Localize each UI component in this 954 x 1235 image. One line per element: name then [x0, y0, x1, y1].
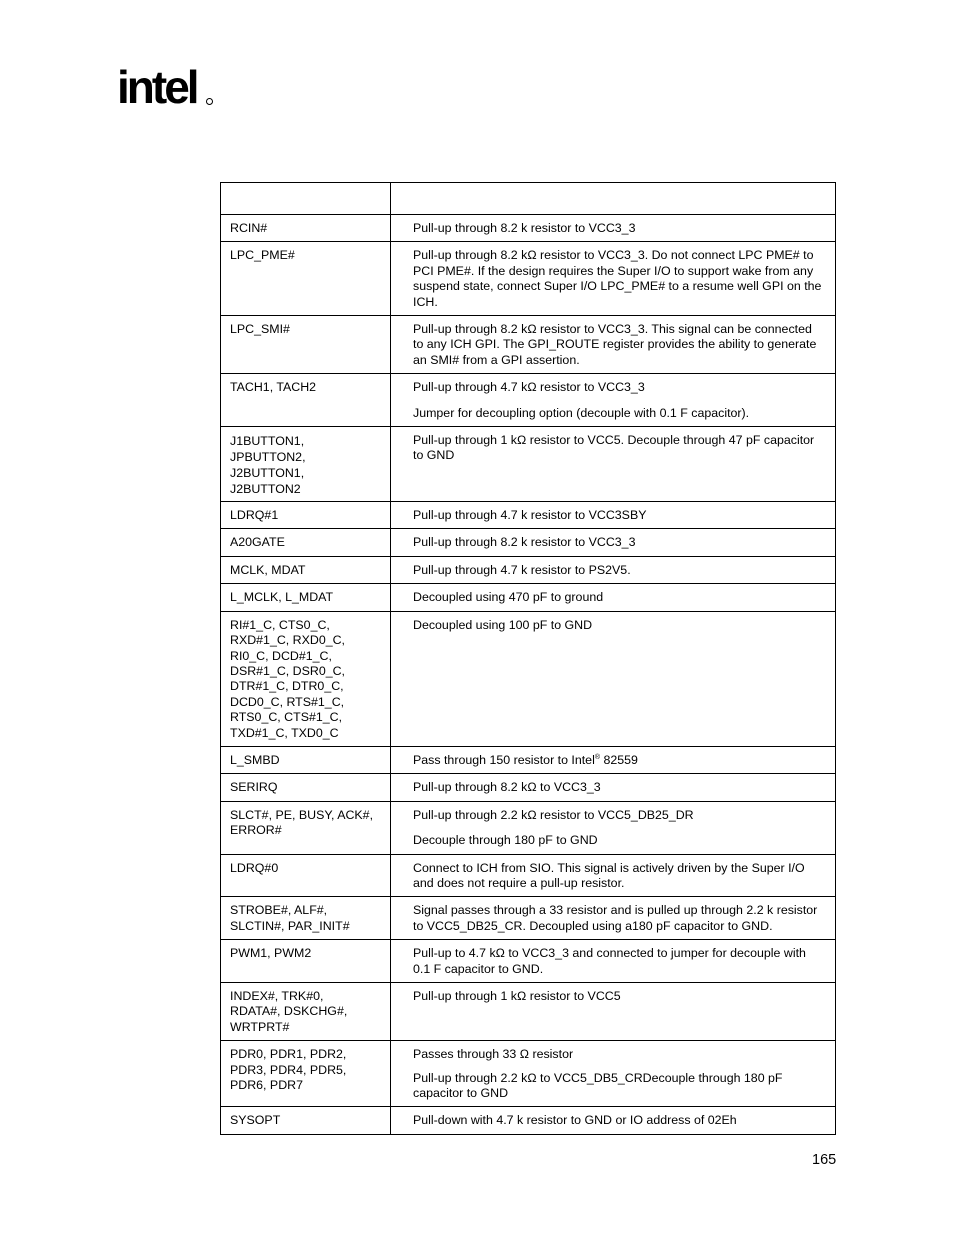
signal-cell: RCIN# — [221, 215, 391, 242]
signal-cell: A20GATE — [221, 529, 391, 556]
description-cell: Pass through 150 resistor to Intel® 82559 — [391, 746, 836, 773]
description-cell: Pull-up through 1 kΩ resistor to VCC5 — [391, 983, 836, 1041]
table-row — [221, 242, 836, 316]
table-row — [221, 854, 836, 897]
table-row — [221, 774, 836, 801]
header-cell-description — [391, 183, 836, 215]
page-number: 165 — [812, 1152, 837, 1168]
table-row — [221, 215, 836, 242]
table-row — [221, 374, 836, 427]
intel-logo-wordmark: intel — [117, 61, 197, 113]
signal-cell: SLCT#, PE, BUSY, ACK#, ERROR# — [221, 801, 391, 854]
description-cell: Pull-up through 4.7 k resistor to PS2V5. — [391, 556, 836, 583]
signal-cell: MCLK, MDAT — [221, 556, 391, 583]
description-cell: Pull-up to 4.7 kΩ to VCC3_3 and connected to jumper for decouple with 0.1 F capacitor to GND. — [391, 940, 836, 983]
table-header-row — [221, 183, 836, 215]
table-row — [221, 502, 836, 529]
description-cell: Pull-up through 8.2 kΩ resistor to VCC3_3. This signal can be connected to any ICH GPI. The GPI_ROUTE register provides the ability to generate an SMI# from a GPI assertion. — [391, 316, 836, 374]
signal-cell: TACH1, TACH2 — [221, 374, 391, 427]
signal-cell: L_SMBD — [221, 746, 391, 773]
signal-cell: PWM1, PWM2 — [221, 940, 391, 983]
table-row — [221, 801, 836, 854]
signal-cell: LDRQ#1 — [221, 502, 391, 529]
signal-cell: LDRQ#0 — [221, 854, 391, 897]
header-cell-signal — [221, 183, 391, 215]
description-cell: Signal passes through a 33 resistor and is pulled up through 2.2 k resistor to VCC5_DB25_CR. Decoupled using a180 pF capacitor to GND. — [391, 897, 836, 940]
table-row — [221, 529, 836, 556]
table-row — [221, 1041, 836, 1107]
signal-cell: LPC_PME# — [221, 242, 391, 316]
description-cell: Decoupled using 100 pF to GND — [391, 611, 836, 746]
description-cell: Pull-up through 8.2 kΩ resistor to VCC3_3. Do not connect LPC PME# to PCI PME#. If the design requires the Super I/O to support wake from any suspend state, connect Super I/O LPC_PME# to a resume well GPI on the ICH. — [391, 242, 836, 316]
signal-cell: INDEX#, TRK#0, RDATA#, DSKCHG#, WRTPRT# — [221, 983, 391, 1041]
table-row — [221, 897, 836, 940]
signal-cell: LPC_SMI# — [221, 316, 391, 374]
signal-cell: STROBE#, ALF#, SLCTIN#, PAR_INIT# — [221, 897, 391, 940]
description-cell: Connect to ICH from SIO. This signal is actively driven by the Super I/O and does not require a pull-up resistor. — [391, 854, 836, 897]
registered-mark-icon — [206, 98, 213, 105]
description-cell: Decoupled using 470 pF to ground — [391, 584, 836, 611]
table-row — [221, 611, 836, 746]
table-row — [221, 427, 836, 502]
description-cell: Pull-up through 1 kΩ resistor to VCC5. Decouple through 47 pF capacitor to GND — [391, 427, 836, 502]
description-cell: Passes through 33 Ω resistor Pull-up through 2.2 kΩ to VCC5_DB5_CRDecouple through 180 pF capacitor to GND — [391, 1041, 836, 1107]
table-row — [221, 584, 836, 611]
table-row — [221, 940, 836, 983]
signal-cell: SERIRQ — [221, 774, 391, 801]
description-cell: Pull-up through 4.7 kΩ resistor to VCC3_3 Jumper for decoupling option (decouple with 0.1 F capacitor). — [391, 374, 836, 427]
description-cell: Pull-up through 8.2 k resistor to VCC3_3 — [391, 215, 836, 242]
description-cell: Pull-down with 4.7 k resistor to GND or IO address of 02Eh — [391, 1107, 836, 1134]
signal-cell: L_MCLK, L_MDAT — [221, 584, 391, 611]
description-cell: Pull-up through 8.2 k resistor to VCC3_3 — [391, 529, 836, 556]
signal-cell: J1BUTTON1, JPBUTTON2, J2BUTTON1, J2BUTTON2 — [221, 427, 391, 502]
table-row — [221, 556, 836, 583]
description-cell: Pull-up through 4.7 k resistor to VCC3SBY — [391, 502, 836, 529]
description-cell: Pull-up through 8.2 kΩ to VCC3_3 — [391, 774, 836, 801]
description-cell: Pull-up through 2.2 kΩ resistor to VCC5_DB25_DR Decouple through 180 pF to GND — [391, 801, 836, 854]
table-row — [221, 746, 836, 773]
intel-logo — [117, 61, 217, 120]
signal-cell: RI#1_C, CTS0_C, RXD#1_C, RXD0_C, RI0_C, DCD#1_C, DSR#1_C, DSR0_C, DTR#1_C, DTR0_C, DCD0_C, RTS#1_C, RTS0_C, CTS#1_C, TXD#1_C, TXD0_C — [221, 611, 391, 746]
table-row — [221, 316, 836, 374]
signal-termination-table — [220, 182, 836, 1135]
table-row — [221, 1107, 836, 1134]
table-row — [221, 983, 836, 1041]
signal-cell: SYSOPT — [221, 1107, 391, 1134]
signal-cell: PDR0, PDR1, PDR2, PDR3, PDR4, PDR5, PDR6, PDR7 — [221, 1041, 391, 1107]
